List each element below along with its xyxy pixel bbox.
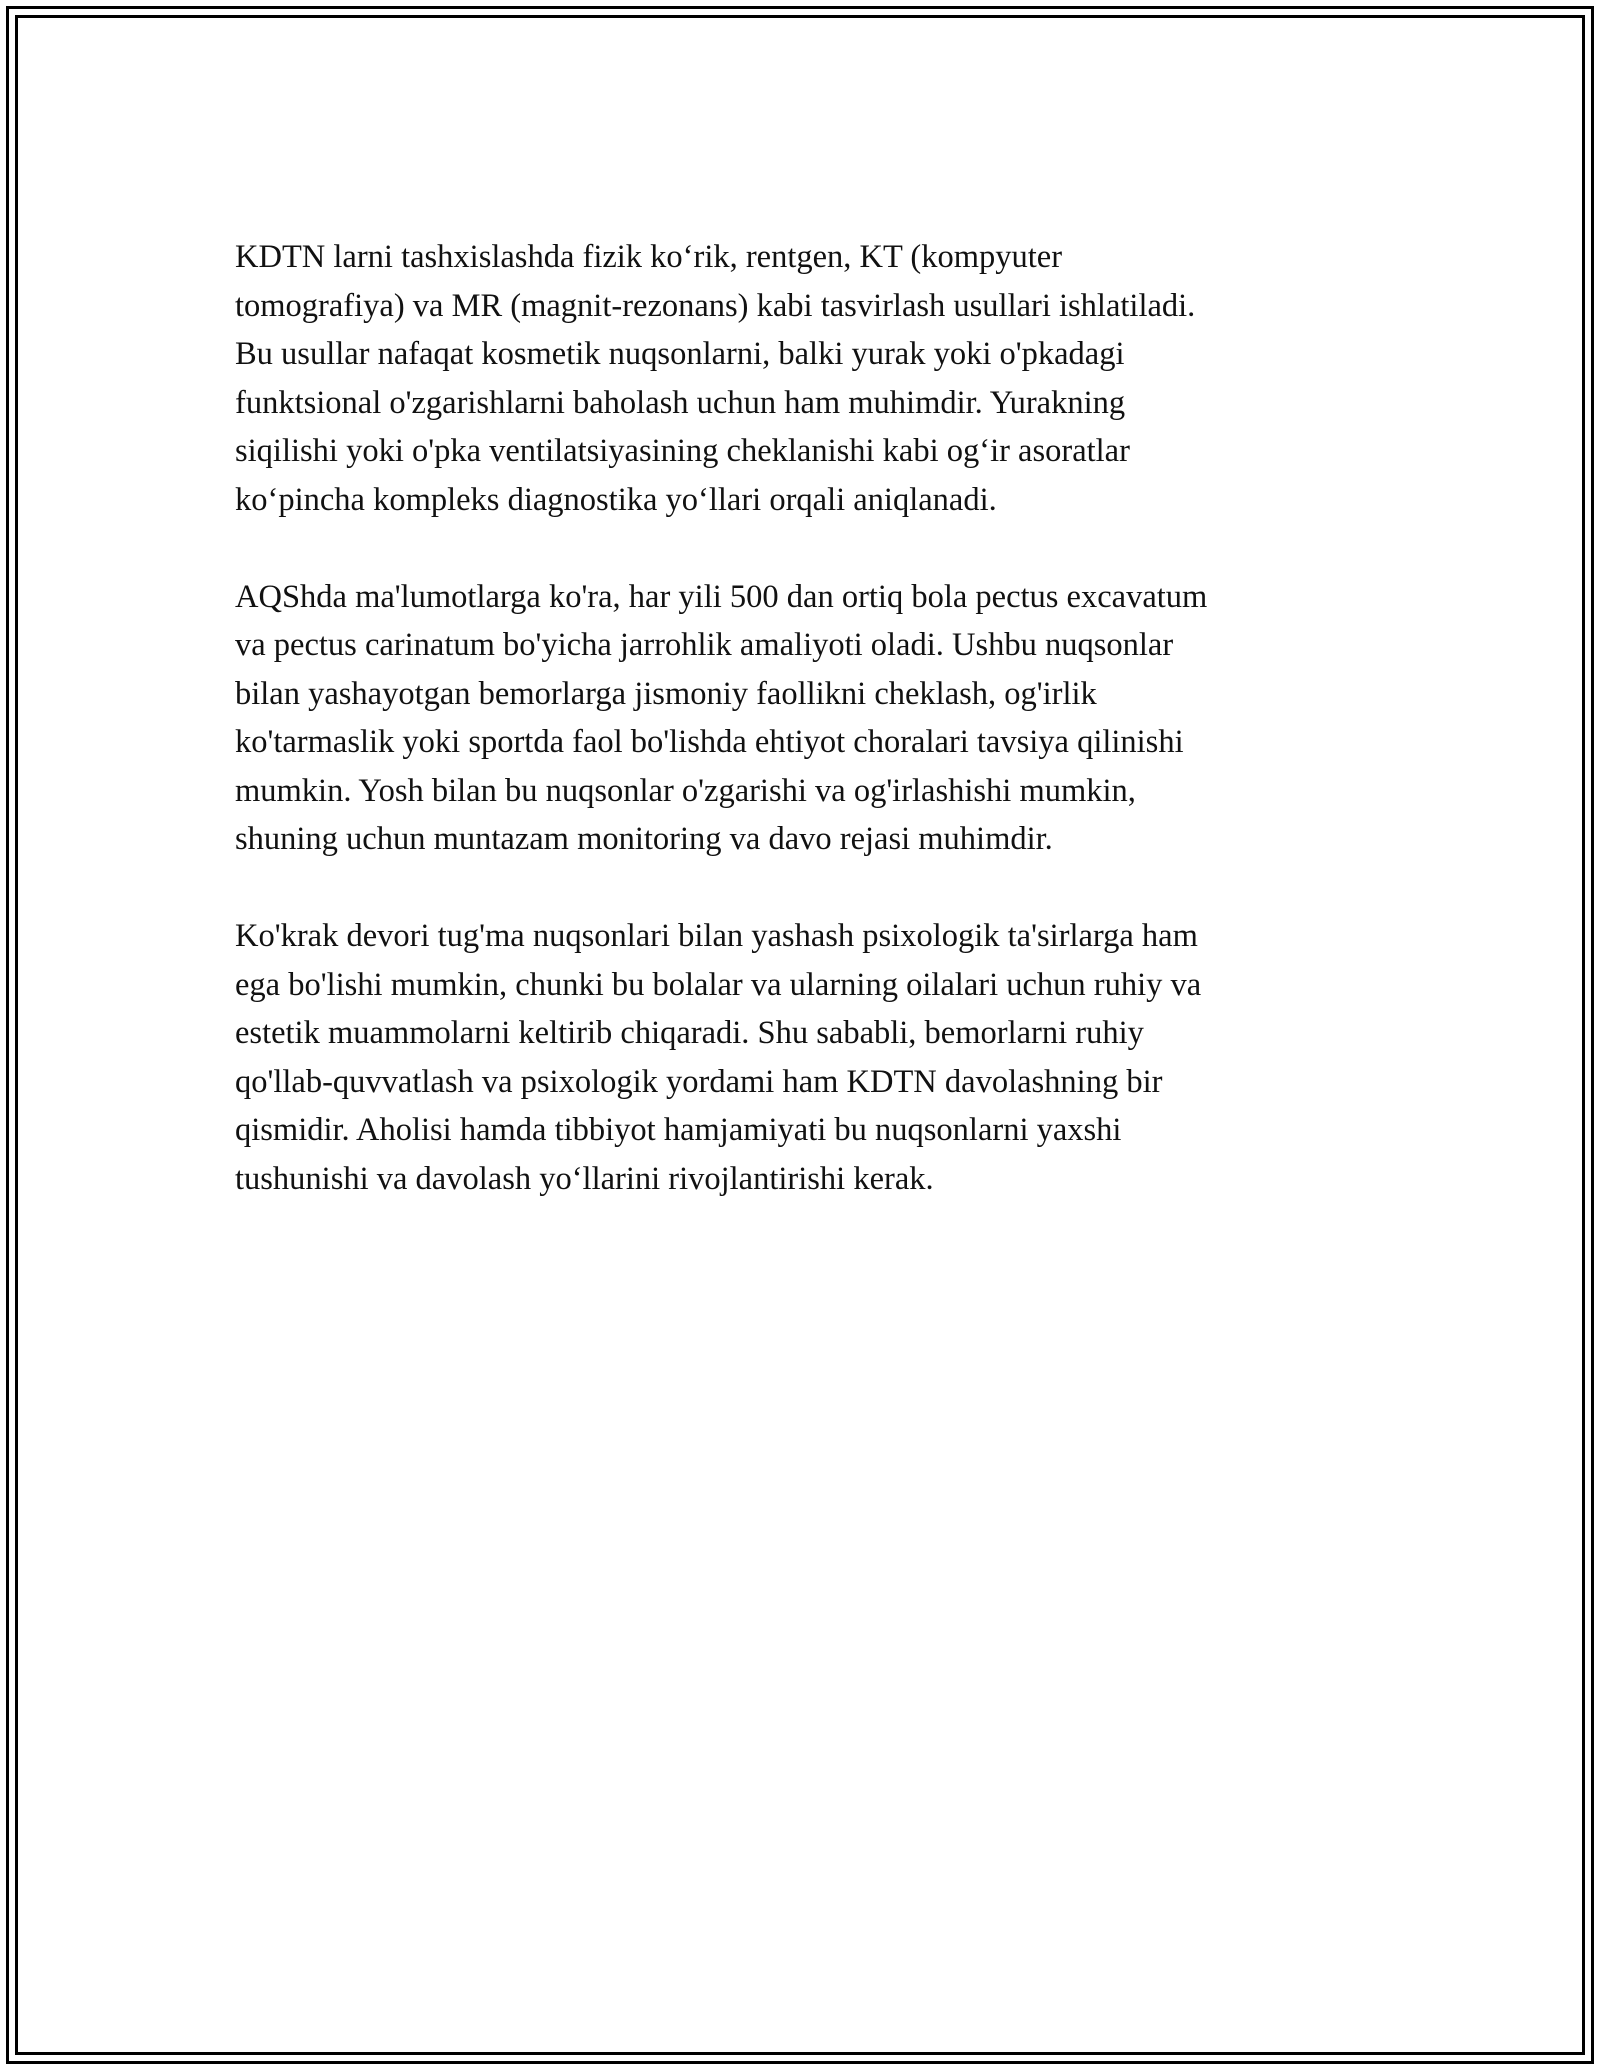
- paragraph-line: shuning uchun muntazam monitoring va davo rejasi muhimdir.: [235, 821, 1053, 857]
- paragraph-1: [235, 233, 1355, 524]
- paragraph-line: siqilishi yoki o'pka ventilatsiyasining cheklanishi kabi ogʻir asoratlar: [235, 433, 1130, 469]
- paragraph-line: tushunishi va davolash yoʻllarini rivojlantirishi kerak.: [235, 1160, 934, 1197]
- paragraph-line: ega bo'lishi mumkin, chunki bu bolalar va ularning oilalari uchun ruhiy va: [235, 966, 1202, 1003]
- paragraph-line: tomografiya) va MR (magnit-rezonans) kabi tasvirlash usullari ishlatiladi.: [235, 287, 1196, 324]
- paragraph-line: bilan yashayotgan bemorlarga jismoniy faollikni cheklash, og'irlik: [235, 675, 1097, 712]
- paragraph-line: funktsional o'zgarishlarni baholash uchun ham muhimdir. Yurakning: [235, 384, 1126, 421]
- paragraph-line: qismidir. Aholisi hamda tibbiyot hamjamiyati bu nuqsonlarni yaxshi: [235, 1112, 1122, 1148]
- paragraph-line: AQShda ma'lumotlarga ko'ra, har yili 500 dan ortiq bola pectus excavatum: [235, 578, 1208, 615]
- paragraph-line: koʻpincha kompleks diagnostika yoʻllari orqali aniqlanadi.: [235, 481, 997, 518]
- paragraph-line: mumkin. Yosh bilan bu nuqsonlar o'zgarishi va og'irlashishi mumkin,: [235, 772, 1136, 809]
- paragraph-line: Ko'krak devori tug'ma nuqsonlari bilan yashash psixologik ta'sirlarga ham: [235, 918, 1198, 954]
- paragraph-line: KDTN larni tashxislashda fizik koʻrik, rentgen, KT (kompyuter: [235, 239, 1063, 275]
- paragraph-line: va pectus carinatum bo'yicha jarrohlik amaliyoti oladi. Ushbu nuqsonlar: [235, 627, 1174, 663]
- paragraph-line: Bu usullar nafaqat kosmetik nuqsonlarni, balki yurak yoki o'pkadagi: [235, 336, 1125, 372]
- paragraph-line: ko'tarmaslik yoki sportda faol bo'lishda ehtiyot choralari tavsiya qilinishi: [235, 724, 1184, 760]
- paragraph-3: [235, 912, 1355, 1203]
- paragraph-2: [235, 573, 1355, 864]
- paragraph-line: qo'llab-quvvatlash va psixologik yordami ham KDTN davolashning bir: [235, 1063, 1163, 1100]
- paragraph-line: estetik muammolarni keltirib chiqaradi. Shu sababli, bemorlarni ruhiy: [235, 1015, 1144, 1051]
- document-body: [235, 233, 1355, 1252]
